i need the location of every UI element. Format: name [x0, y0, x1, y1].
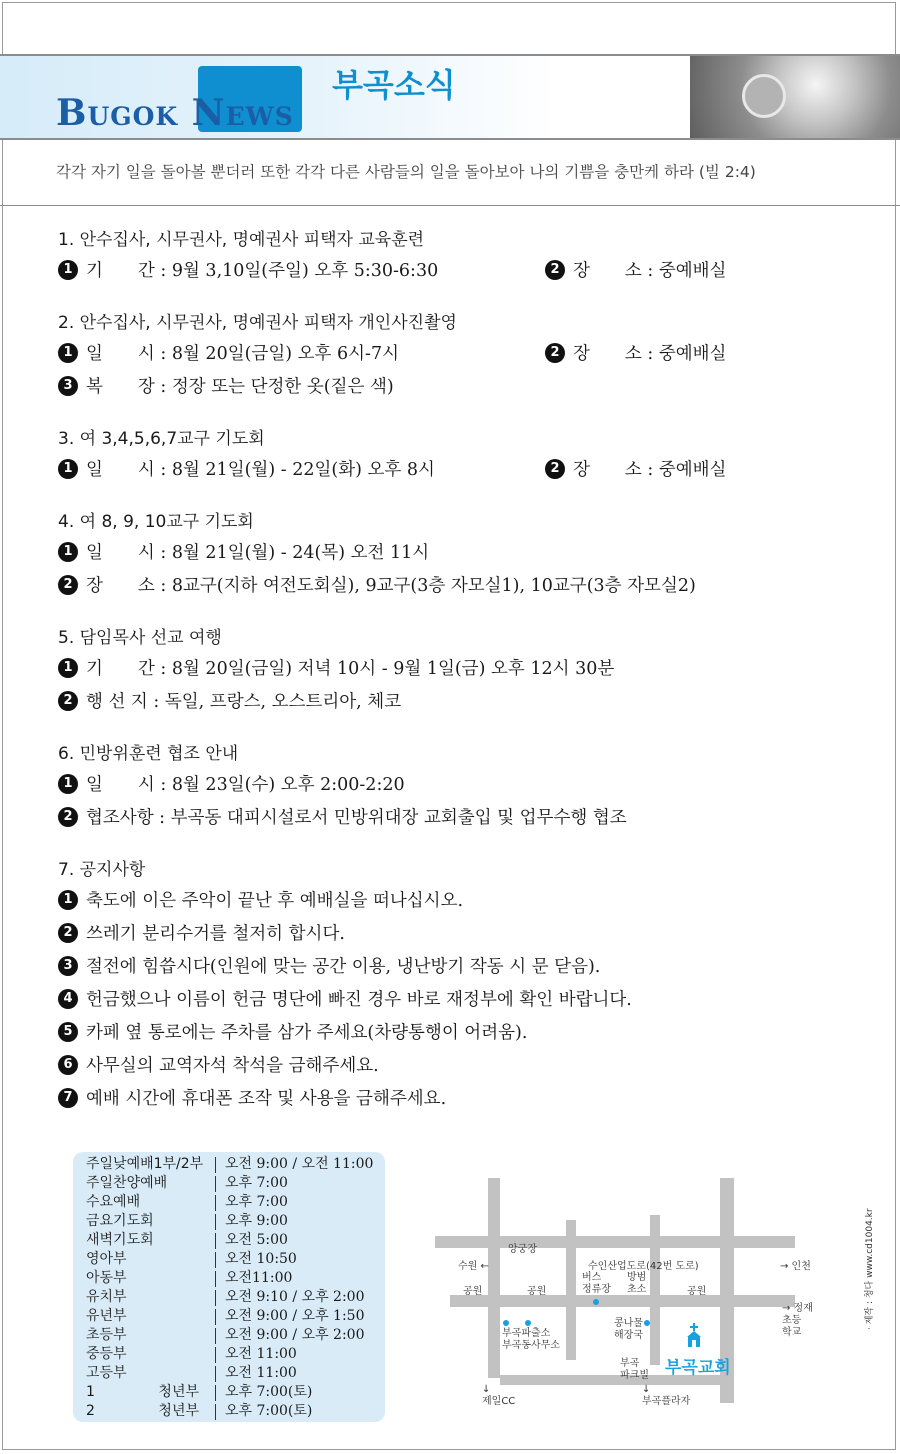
- notice-line: [58, 918, 878, 951]
- number-badge: 1: [58, 658, 78, 678]
- schedule-divider: [215, 1347, 216, 1363]
- schedule-divider: [215, 1309, 216, 1325]
- restaurant-marker: [644, 1320, 650, 1326]
- map-label-park: 공원: [687, 1286, 707, 1297]
- notice-secondary: [545, 338, 726, 371]
- notice-line: [58, 802, 878, 835]
- schedule-time: 오전11:00: [225, 1270, 293, 1286]
- schedule-row: [73, 1212, 385, 1231]
- number-badge: 2: [545, 260, 565, 280]
- worship-schedule-box: [73, 1152, 385, 1422]
- schedule-divider: [215, 1290, 216, 1306]
- schedule-label: 아동부: [86, 1270, 127, 1286]
- schedule-time: 오전 5:00: [225, 1232, 288, 1248]
- header-bottom-rule: [0, 138, 900, 140]
- notice-line: [58, 653, 878, 686]
- schedule-time: 오전 11:00: [225, 1365, 297, 1381]
- map-road: [450, 1295, 795, 1307]
- schedule-label: 수요예배: [86, 1194, 141, 1210]
- map-road: [435, 1236, 795, 1248]
- map-label-parkville: 부곡 파크빌: [620, 1358, 649, 1381]
- schedule-divider: [215, 1214, 216, 1230]
- bus-stop-marker: [593, 1299, 599, 1305]
- notice-line: [58, 454, 878, 487]
- notice-title: 6. 민방위훈련 협조 안내: [58, 744, 239, 764]
- schedule-time: 오전 9:00 / 오전 11:00: [225, 1156, 374, 1172]
- number-badge: 7: [58, 1088, 78, 1108]
- number-badge: 2: [58, 923, 78, 943]
- schedule-label: 2 청년부: [86, 1403, 199, 1419]
- schedule-label: 금요기도회: [86, 1213, 154, 1229]
- map-label-kongnamul: 콩나물 해장국: [614, 1318, 643, 1341]
- notice-text: 일 시 : 8월 20일(금일) 오후 6시-7시: [86, 344, 399, 364]
- map-label-park: 공원: [463, 1286, 483, 1297]
- number-badge: 6: [58, 1055, 78, 1075]
- schedule-row: [73, 1288, 385, 1307]
- schedule-time: 오전 11:00: [225, 1346, 297, 1362]
- schedule-time: 오후 7:00(토): [225, 1384, 313, 1400]
- schedule-row: [73, 1345, 385, 1364]
- schedule-time: 오전 9:00 / 오후 2:00: [225, 1327, 365, 1343]
- schedule-label: 유치부: [86, 1289, 127, 1305]
- section-gap: [58, 835, 878, 855]
- schedule-time: 오전 9:10 / 오후 2:00: [225, 1289, 365, 1305]
- section-gap: [58, 288, 878, 308]
- bible-verse: 각각 자기 일을 돌아볼 뿐더러 또한 각각 다른 사람들의 일을 돌아보아 나의 기쁨을 충만케 하라 (빌 2:4): [56, 163, 756, 181]
- schedule-row: [73, 1364, 385, 1383]
- office-marker: [525, 1320, 531, 1326]
- notice-line: [58, 885, 878, 918]
- schedule-divider: [215, 1233, 216, 1249]
- notice-text: 절전에 힘씁시다(인원에 맞는 공간 이용, 냉난방기 작동 시 문 닫음).: [86, 957, 601, 977]
- schedule-time: 오후 7:00: [225, 1194, 288, 1210]
- schedule-row: [73, 1174, 385, 1193]
- notice-text: 장 소 : 중예배실: [573, 460, 727, 480]
- notice-line: [58, 338, 878, 371]
- number-badge: 2: [545, 343, 565, 363]
- notice-text: 예배 시간에 휴대폰 조작 및 사용을 금해주세요.: [86, 1089, 447, 1109]
- map-label-road42: 수인산업도로(42번 도로): [588, 1261, 699, 1272]
- map-label-police-office: 부곡파출소 부곡동사무소: [502, 1328, 560, 1351]
- notice-text: 일 시 : 8월 21일(월) - 24(목) 오전 11시: [86, 543, 430, 563]
- schedule-row: [73, 1155, 385, 1174]
- notice-secondary: [545, 454, 726, 487]
- notice-text: 축도에 이은 주악이 끝난 후 예배실을 떠나십시오.: [86, 891, 464, 911]
- notice-line: [58, 1050, 878, 1083]
- schedule-label: 중등부: [86, 1346, 127, 1362]
- schedule-divider: [215, 1271, 216, 1287]
- schedule-divider: [215, 1157, 216, 1173]
- notice-secondary: [545, 255, 726, 288]
- notice-text: 카페 옆 통로에는 주차를 삼가 주세요(차량통행이 어려움).: [86, 1023, 528, 1043]
- schedule-divider: [215, 1328, 216, 1344]
- map-label-church: 부곡교회: [665, 1358, 731, 1378]
- notice-text: 장 소 : 중예배실: [573, 261, 727, 281]
- notice-line: [58, 984, 878, 1017]
- notice-line: [58, 255, 878, 288]
- section-gap: [58, 487, 878, 507]
- map-label-crime-post: 방범 초소: [627, 1272, 647, 1295]
- map-label-jeongjae-school: → 정재 초등 학교: [782, 1303, 813, 1338]
- number-badge: 5: [58, 1022, 78, 1042]
- notice-text: 일 시 : 8월 23일(수) 오후 2:00-2:20: [86, 775, 405, 795]
- number-badge: 1: [58, 343, 78, 363]
- tree-stump-image: [742, 74, 786, 118]
- number-badge: 1: [58, 542, 78, 562]
- schedule-time: 오후 7:00: [225, 1175, 288, 1191]
- notice-text: 기 간 : 9월 3,10일(주일) 오후 5:30-6:30: [86, 261, 439, 281]
- map-label-angung: 앙궁장: [508, 1244, 537, 1255]
- notice-line: [58, 769, 878, 802]
- schedule-divider: [215, 1176, 216, 1192]
- church-icon: [686, 1323, 700, 1345]
- schedule-label: 고등부: [86, 1365, 127, 1381]
- schedule-time: 오후 7:00(토): [225, 1403, 313, 1419]
- church-location-map: [420, 1160, 840, 1420]
- notice-title: 4. 여 8, 9, 10교구 기도회: [58, 512, 254, 532]
- section-gap: [58, 404, 878, 424]
- schedule-row: [73, 1326, 385, 1345]
- notice-line: [58, 570, 878, 603]
- notice-line: [58, 686, 878, 719]
- notice-text: 기 간 : 8월 20일(금일) 저녁 10시 - 9월 1일(금) 오후 12시 30분: [86, 659, 615, 679]
- number-badge: 1: [58, 774, 78, 794]
- schedule-label: 초등부: [86, 1327, 127, 1343]
- notice-list: [58, 225, 878, 1116]
- schedule-divider: [215, 1404, 216, 1420]
- schedule-divider: [215, 1366, 216, 1382]
- number-badge: 2: [545, 459, 565, 479]
- schedule-row: [73, 1402, 385, 1421]
- notice-text: 사무실의 교역자석 착석을 금해주세요.: [86, 1056, 379, 1076]
- map-label-suwon: 수원 ←: [458, 1261, 489, 1272]
- divider: [0, 205, 900, 206]
- schedule-time: 오전 9:00 / 오후 1:50: [225, 1308, 365, 1324]
- notice-line: [58, 537, 878, 570]
- schedule-time: 오후 9:00: [225, 1213, 288, 1229]
- header-photo: [690, 56, 900, 138]
- schedule-row: [73, 1307, 385, 1326]
- notice-text: 쓰레기 분리수거를 철저히 합시다.: [86, 924, 345, 944]
- map-credit: · 제작 : 청다 www.cd1004.kr: [865, 1208, 875, 1330]
- schedule-row: [73, 1383, 385, 1402]
- notice-text: 행 선 지 : 독일, 프랑스, 오스트리아, 체코: [86, 692, 402, 712]
- number-badge: 3: [58, 956, 78, 976]
- number-badge: 2: [58, 691, 78, 711]
- map-label-jeil-cc: ↓ 제일CC: [482, 1384, 516, 1407]
- notice-text: 복 장 : 정장 또는 단정한 옷(짙은 색): [86, 377, 394, 397]
- notice-title: 7. 공지사항: [58, 860, 146, 880]
- notice-line: [58, 371, 878, 404]
- notice-text: 장 소 : 8교구(지하 여전도회실), 9교구(3층 자모실1), 10교구(3층 자모실2): [86, 576, 696, 596]
- page-title: 부곡소식: [332, 66, 456, 104]
- schedule-row: [73, 1269, 385, 1288]
- notice-text: 일 시 : 8월 21일(월) - 22일(화) 오후 8시: [86, 460, 435, 480]
- notice-line: [58, 951, 878, 984]
- schedule-label: 새벽기도회: [86, 1232, 154, 1248]
- map-label-bus-stop: 버스 정류장: [582, 1272, 611, 1295]
- number-badge: 3: [58, 376, 78, 396]
- number-badge: 4: [58, 989, 78, 1009]
- number-badge: 2: [58, 575, 78, 595]
- notice-line: [58, 1017, 878, 1050]
- schedule-divider: [215, 1385, 216, 1401]
- notice-text: 헌금했으나 이름이 헌금 명단에 빠진 경우 바로 재정부에 확인 바랍니다.: [86, 990, 632, 1010]
- section-gap: [58, 603, 878, 623]
- number-badge: 2: [58, 807, 78, 827]
- bugok-news-logo: BUGOK NEWS: [56, 92, 294, 134]
- number-badge: 1: [58, 890, 78, 910]
- schedule-label: 주일낮예배1부/2부: [86, 1156, 204, 1172]
- notice-text: 장 소 : 중예배실: [573, 344, 727, 364]
- schedule-time: 오전 10:50: [225, 1251, 297, 1267]
- schedule-label: 주일찬양예배: [86, 1175, 168, 1191]
- schedule-label: 유년부: [86, 1308, 127, 1324]
- map-label-park: 공원: [527, 1286, 547, 1297]
- notice-text: 협조사항 : 부곡동 대피시설로서 민방위대장 교회출입 및 업무수행 협조: [86, 808, 627, 828]
- notice-title: 3. 여 3,4,5,6,7교구 기도회: [58, 429, 265, 449]
- number-badge: 1: [58, 459, 78, 479]
- map-label-bugok-plaza: ↓ 부곡플라자: [642, 1384, 691, 1407]
- number-badge: 1: [58, 260, 78, 280]
- schedule-divider: [215, 1195, 216, 1211]
- schedule-divider: [215, 1252, 216, 1268]
- police-marker: [503, 1320, 509, 1326]
- map-label-incheon: → 인천: [780, 1261, 811, 1272]
- schedule-label: 영아부: [86, 1251, 127, 1267]
- schedule-row: [73, 1231, 385, 1250]
- notice-title: 1. 안수집사, 시무권사, 명예권사 피택자 교육훈련: [58, 230, 425, 250]
- schedule-label: 1 청년부: [86, 1384, 199, 1400]
- schedule-row: [73, 1193, 385, 1212]
- notice-title: 5. 담임목사 선교 여행: [58, 628, 222, 648]
- notice-line: [58, 1083, 878, 1116]
- notice-title: 2. 안수집사, 시무권사, 명예권사 피택자 개인사진촬영: [58, 313, 457, 333]
- section-gap: [58, 719, 878, 739]
- map-road: [488, 1178, 500, 1378]
- schedule-row: [73, 1250, 385, 1269]
